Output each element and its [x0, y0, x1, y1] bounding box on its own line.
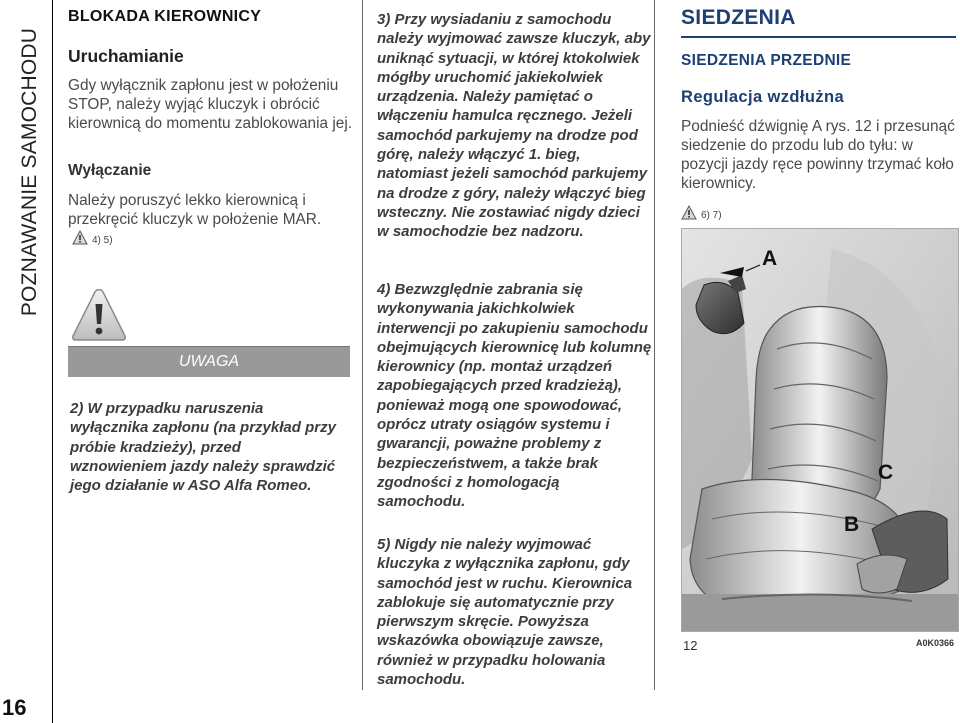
figure-label-c: C	[878, 461, 894, 484]
caution-header: UWAGA	[68, 346, 350, 377]
note-3: 3) Przy wysiadaniu z samochodu należy wyjmować zawsze kluczyk, aby uniknąć sytuacji, w której ktokolwiek mógłby uruchomić jakiekolwiek urządzenia. Należy pamiętać o włączeniu hamulca ręcznego. Jeżeli samochód parkujemy na drodze pod górę, należy włączyć 1. bieg, natomiast jeżeli samochód parkujemy na drodze z góry, należy włączyć bieg wsteczny. Nie zostawiać nigdy dzieci w samochodzie bez nadzoru.	[377, 11, 651, 241]
subsection-title-activation: Uruchamianie	[68, 46, 184, 66]
figure-label-b: B	[844, 513, 860, 536]
page-number: 16	[2, 695, 27, 720]
warning-refs-label: 4) 5)	[92, 234, 113, 246]
side-tab-label: POZNAWANIE SAMOCHODU	[18, 27, 41, 317]
subsection-title-deactivation: Wyłączanie	[68, 162, 152, 179]
text-deactivation: Należy poruszyć lekko kierownicą i przekręcić kluczyk w położenie MAR.	[68, 192, 322, 228]
section-title-steering-lock: BLOKADA KIEROWNICY	[68, 8, 262, 25]
note-4: 4) Bezwzględnie zabrania się wykonywania jakichkolwiek interwencji po zakupieniu samochodu obejmujących kierownicę lub kolumnę kierownicy (np. montaż urządzeń zapobiegających przed kradzieżą), ponieważ mogą one spowodować, oprócz utraty osiągów systemu i gwarancji, poważne problemy z bezpieczeństwem, a także brak zgodności z homologacją samochodu.	[377, 281, 652, 511]
note-2: 2) W przypadku naruszenia wyłącznika zapłonu (na przykład przy próbie kradzieży), przed wznowieniem jazdy należy sprawdzić jego działanie w ASO Alfa Romeo.	[70, 400, 336, 495]
figure-number: 12	[683, 638, 698, 653]
text-activation: Gdy wyłącznik zapłonu jest w położeniu STOP, należy wyjąć kluczyk i obrócić kierownicą do momentu zablokowania jej.	[68, 77, 353, 132]
figure-code: A0K0366	[916, 638, 955, 648]
seat-illustration	[682, 229, 959, 632]
title-underline	[681, 36, 956, 38]
subsection-title-longitudinal: Regulacja wzdłużna	[681, 88, 845, 106]
seat-warning-refs-label: 6) 7)	[701, 209, 722, 221]
seat-warning-refs	[681, 205, 722, 225]
warning-triangle-icon	[70, 287, 128, 348]
figure-label-a: A	[762, 247, 778, 270]
section-title-seats: SIEDZENIA	[681, 6, 796, 29]
side-tab-divider	[52, 0, 53, 723]
note-5: 5) Nigdy nie należy wyjmować kluczyka z wyłącznika zapłonu, gdy samochód jest w ruchu. Kierownica zablokuje się automatycznie przy pierwszym skręcie. Powyższa wskazówka obowiązuje zawsze, również w przypadku holowania samochodu.	[377, 536, 633, 689]
column-divider-1	[362, 0, 363, 690]
warning-icon	[681, 205, 697, 225]
seat-figure	[681, 228, 959, 632]
text-longitudinal-adjustment: Podnieść dźwignię A rys. 12 i przesunąć siedzenie do przodu lub do tyłu: w pozycji jazdy ręce powinny trzymać koło kierownicy.	[681, 118, 955, 192]
warning-icon	[72, 230, 88, 250]
column-divider-2	[654, 0, 655, 690]
warning-refs	[72, 230, 113, 250]
side-tab	[0, 0, 52, 360]
subsection-title-front-seats: SIEDZENIA PRZEDNIE	[681, 52, 852, 69]
